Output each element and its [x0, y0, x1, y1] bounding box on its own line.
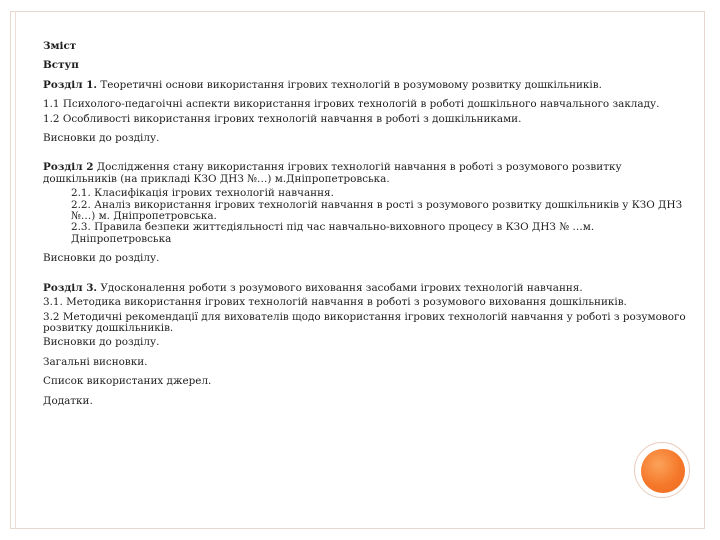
toc-item-3-2: 3.2 Методичні рекомендації для вихователів щодо використання ігрових технологій навчання у роботі з розумового розвитку дошкільників.: [43, 310, 686, 334]
toc-item-1-2: 1.2 Особливості використання ігрових технологій навчання в роботі з дошкільниками.: [43, 112, 522, 125]
section-3-title: Удосконалення роботи з розумового виховання засобами ігрових технологій навчання.: [97, 281, 583, 294]
toc-section-3-conclusions: Висновки до розділу.: [43, 336, 160, 349]
toc-title: Зміст: [43, 40, 77, 52]
section-1-title: Теоретичні основи використання ігрових технологій в розумовому розвитку дошкільників.: [97, 78, 602, 91]
corner-circle-decoration: [641, 449, 685, 493]
section-3-heading: Розділ 3.: [43, 281, 98, 294]
toc-sources: Список використаних джерел.: [43, 375, 212, 388]
toc-item-2-2: 2.2. Аналіз використання ігрових технологій навчання в рості з розумового розвитку дошкільників у КЗО ДНЗ №…) м. Дніпропетровська.: [71, 198, 683, 223]
toc-section-1-conclusions: Висновки до розділу.: [43, 132, 160, 145]
toc-intro: Вступ: [43, 59, 79, 72]
toc-item-2-3: 2.3. Правила безпеки життєдіяльності під час навчально-виховного процесу в КЗО ДНЗ № …м. Дніпропетровська: [71, 221, 595, 245]
toc-general-conclusions: Загальні висновки.: [43, 355, 148, 368]
toc-item-1-1: 1.1 Психолого-педагоічні аспекти використання ігрових технологій в роботі дошкільного навчального закладу.: [43, 98, 660, 111]
toc-appendix: Додатки.: [43, 394, 93, 407]
toc-section-2: [43, 162, 688, 185]
toc-section-1: [43, 80, 688, 91]
toc-item-3-1: 3.1. Методика використання ігрових технологій навчання в роботі з розумового виховання дошкільників.: [43, 296, 627, 309]
section-2-heading: Розділ 2: [43, 161, 94, 174]
table-of-contents: [43, 41, 688, 415]
toc-section-3: [43, 283, 688, 294]
section-2-title: Дослідження стану використання ігрових технологій навчання в роботі з розумового розвитку дошкільників (на прикладі КЗО ДНЗ №…) м.Дніпропетровська.: [43, 161, 622, 185]
section-1-heading: Розділ 1.: [43, 78, 98, 91]
slide-side-line: [15, 11, 16, 529]
toc-item-2-1: 2.1. Класифікація ігрових технологій навчання.: [71, 187, 334, 200]
toc-section-2-conclusions: Висновки до розділу.: [43, 252, 160, 265]
